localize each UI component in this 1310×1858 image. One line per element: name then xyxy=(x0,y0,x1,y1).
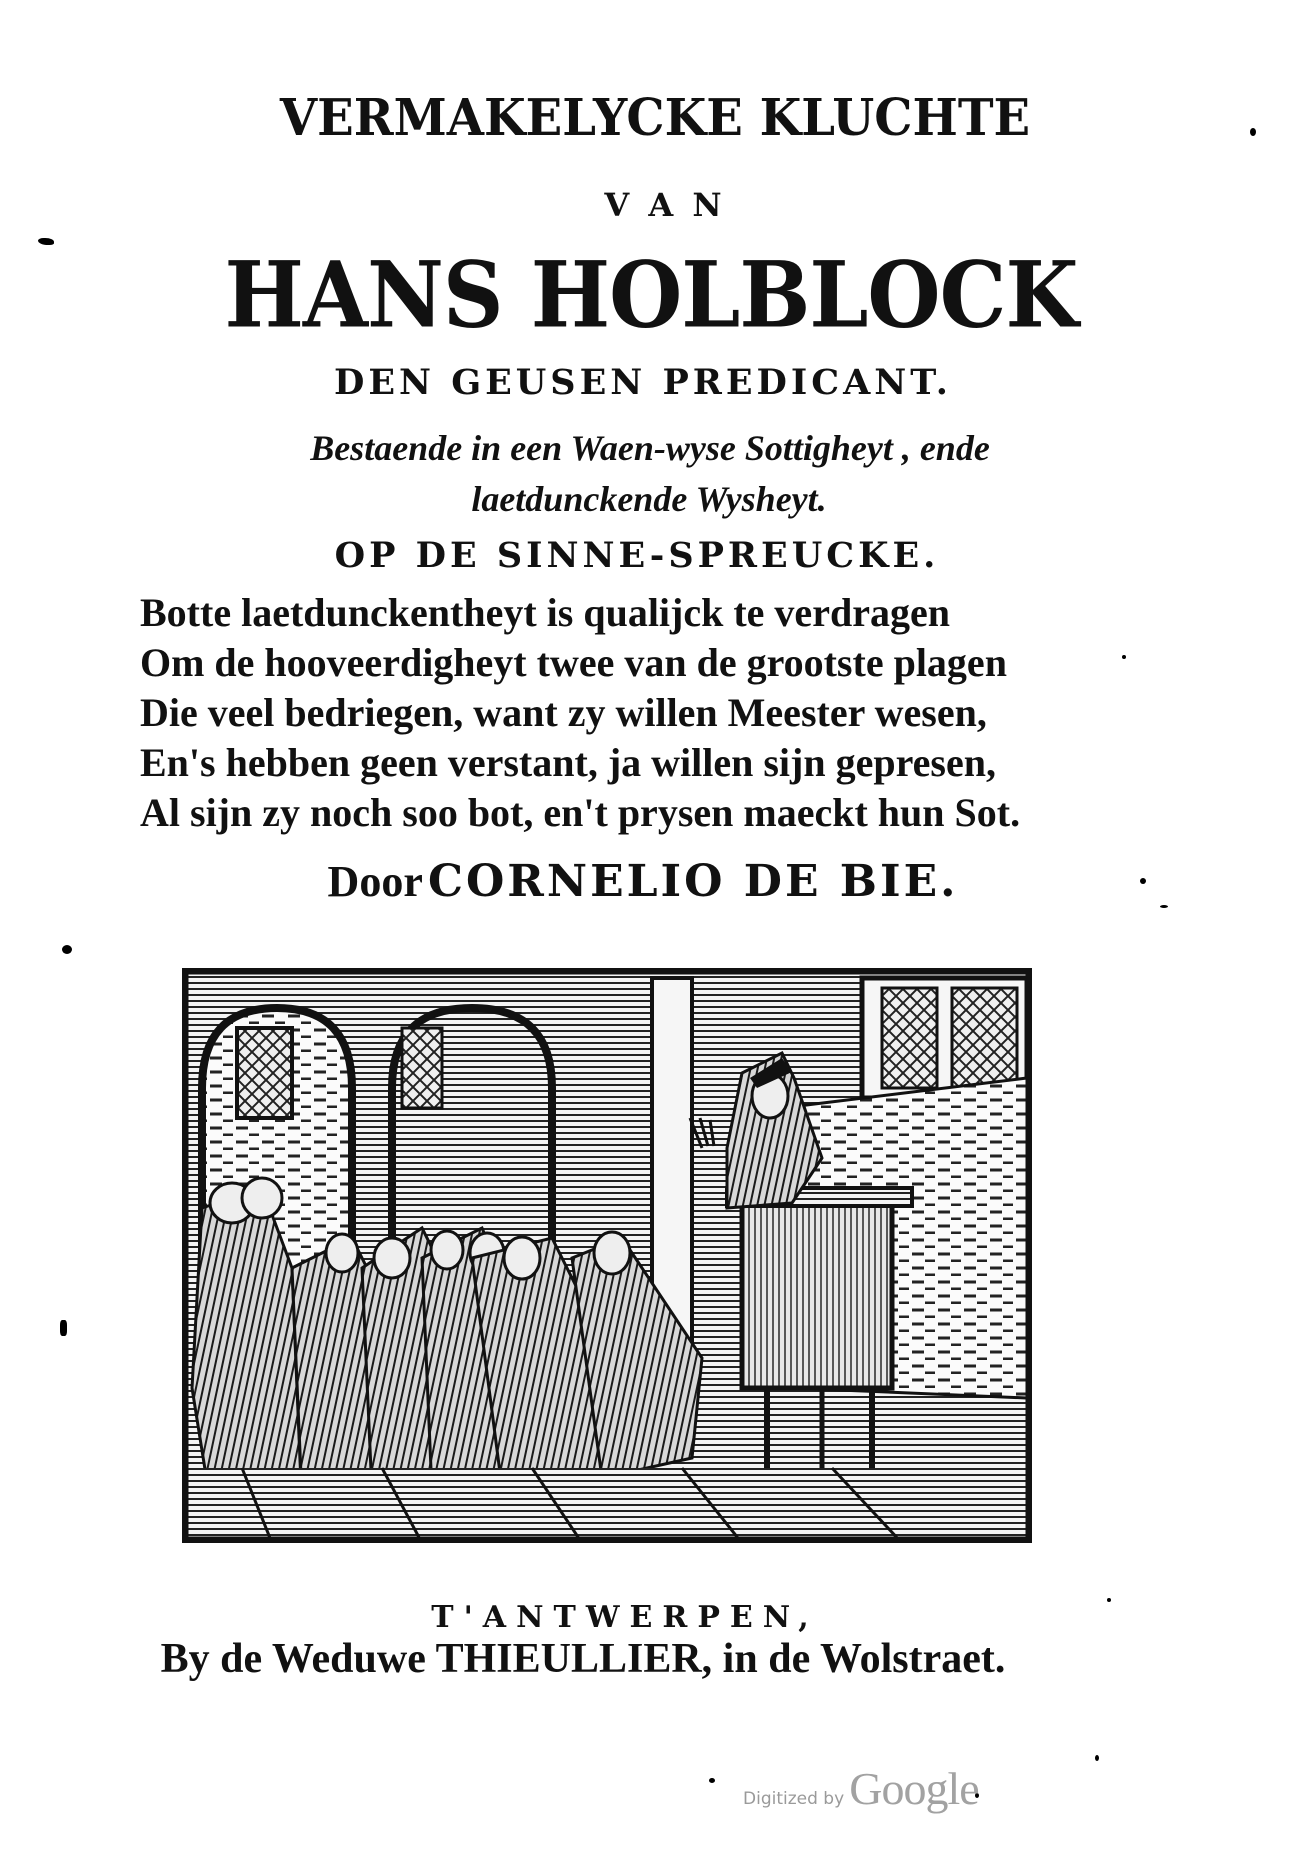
verse-block xyxy=(140,588,1060,838)
google-logo: Google xyxy=(849,1763,979,1814)
verse-line: Om de hooveerdigheyt twee van de grootste plagen xyxy=(140,640,1007,685)
ink-speck xyxy=(62,945,72,954)
author-line xyxy=(0,856,1298,907)
verse-line: En's hebben geen verstant, ja willen sijn gepresen, xyxy=(140,740,996,785)
title-line-2: V A N xyxy=(604,186,726,224)
verse-line: Botte laetdunckentheyt is qualijck te verdragen xyxy=(140,590,950,635)
motto-heading: OP DE SINNE-SPREUCKE. xyxy=(334,535,940,576)
title-line-3: HANS HOLBLOCK xyxy=(224,241,1078,348)
title-line-1: VERMAKELYCKE KLUCHTE xyxy=(279,88,1031,148)
author-prefix: Door xyxy=(327,857,423,906)
watermark-prefix: Digitized by xyxy=(743,1789,845,1809)
subtitle-line-1: Bestaende in een Waen-wyse Sottigheyt , ende xyxy=(310,428,990,468)
verse-line: Al sijn zy noch soo bot, en't prysen maeckt hun Sot. xyxy=(140,790,1021,835)
verse-line: Die veel bedriegen, want zy willen Meester wesen, xyxy=(140,690,987,735)
imprint-publisher: By de Weduwe THIEULLIER, in de Wolstraet. xyxy=(160,1636,1006,1682)
digitized-by-google-watermark xyxy=(743,1762,979,1815)
ink-speck xyxy=(60,1320,67,1336)
title-line-4: DEN GEUSEN PREDICANT. xyxy=(334,362,952,403)
subtitle-line-2: laetdunckende Wysheyt. xyxy=(471,479,827,519)
author-name: CORNELIO DE BIE. xyxy=(427,856,959,907)
imprint-city: T'ANTWERPEN, xyxy=(431,1600,819,1635)
ink-speck xyxy=(1122,655,1126,659)
woodcut-illustration xyxy=(182,968,1032,1543)
ink-speck xyxy=(1095,1755,1099,1761)
ink-speck xyxy=(709,1778,715,1783)
